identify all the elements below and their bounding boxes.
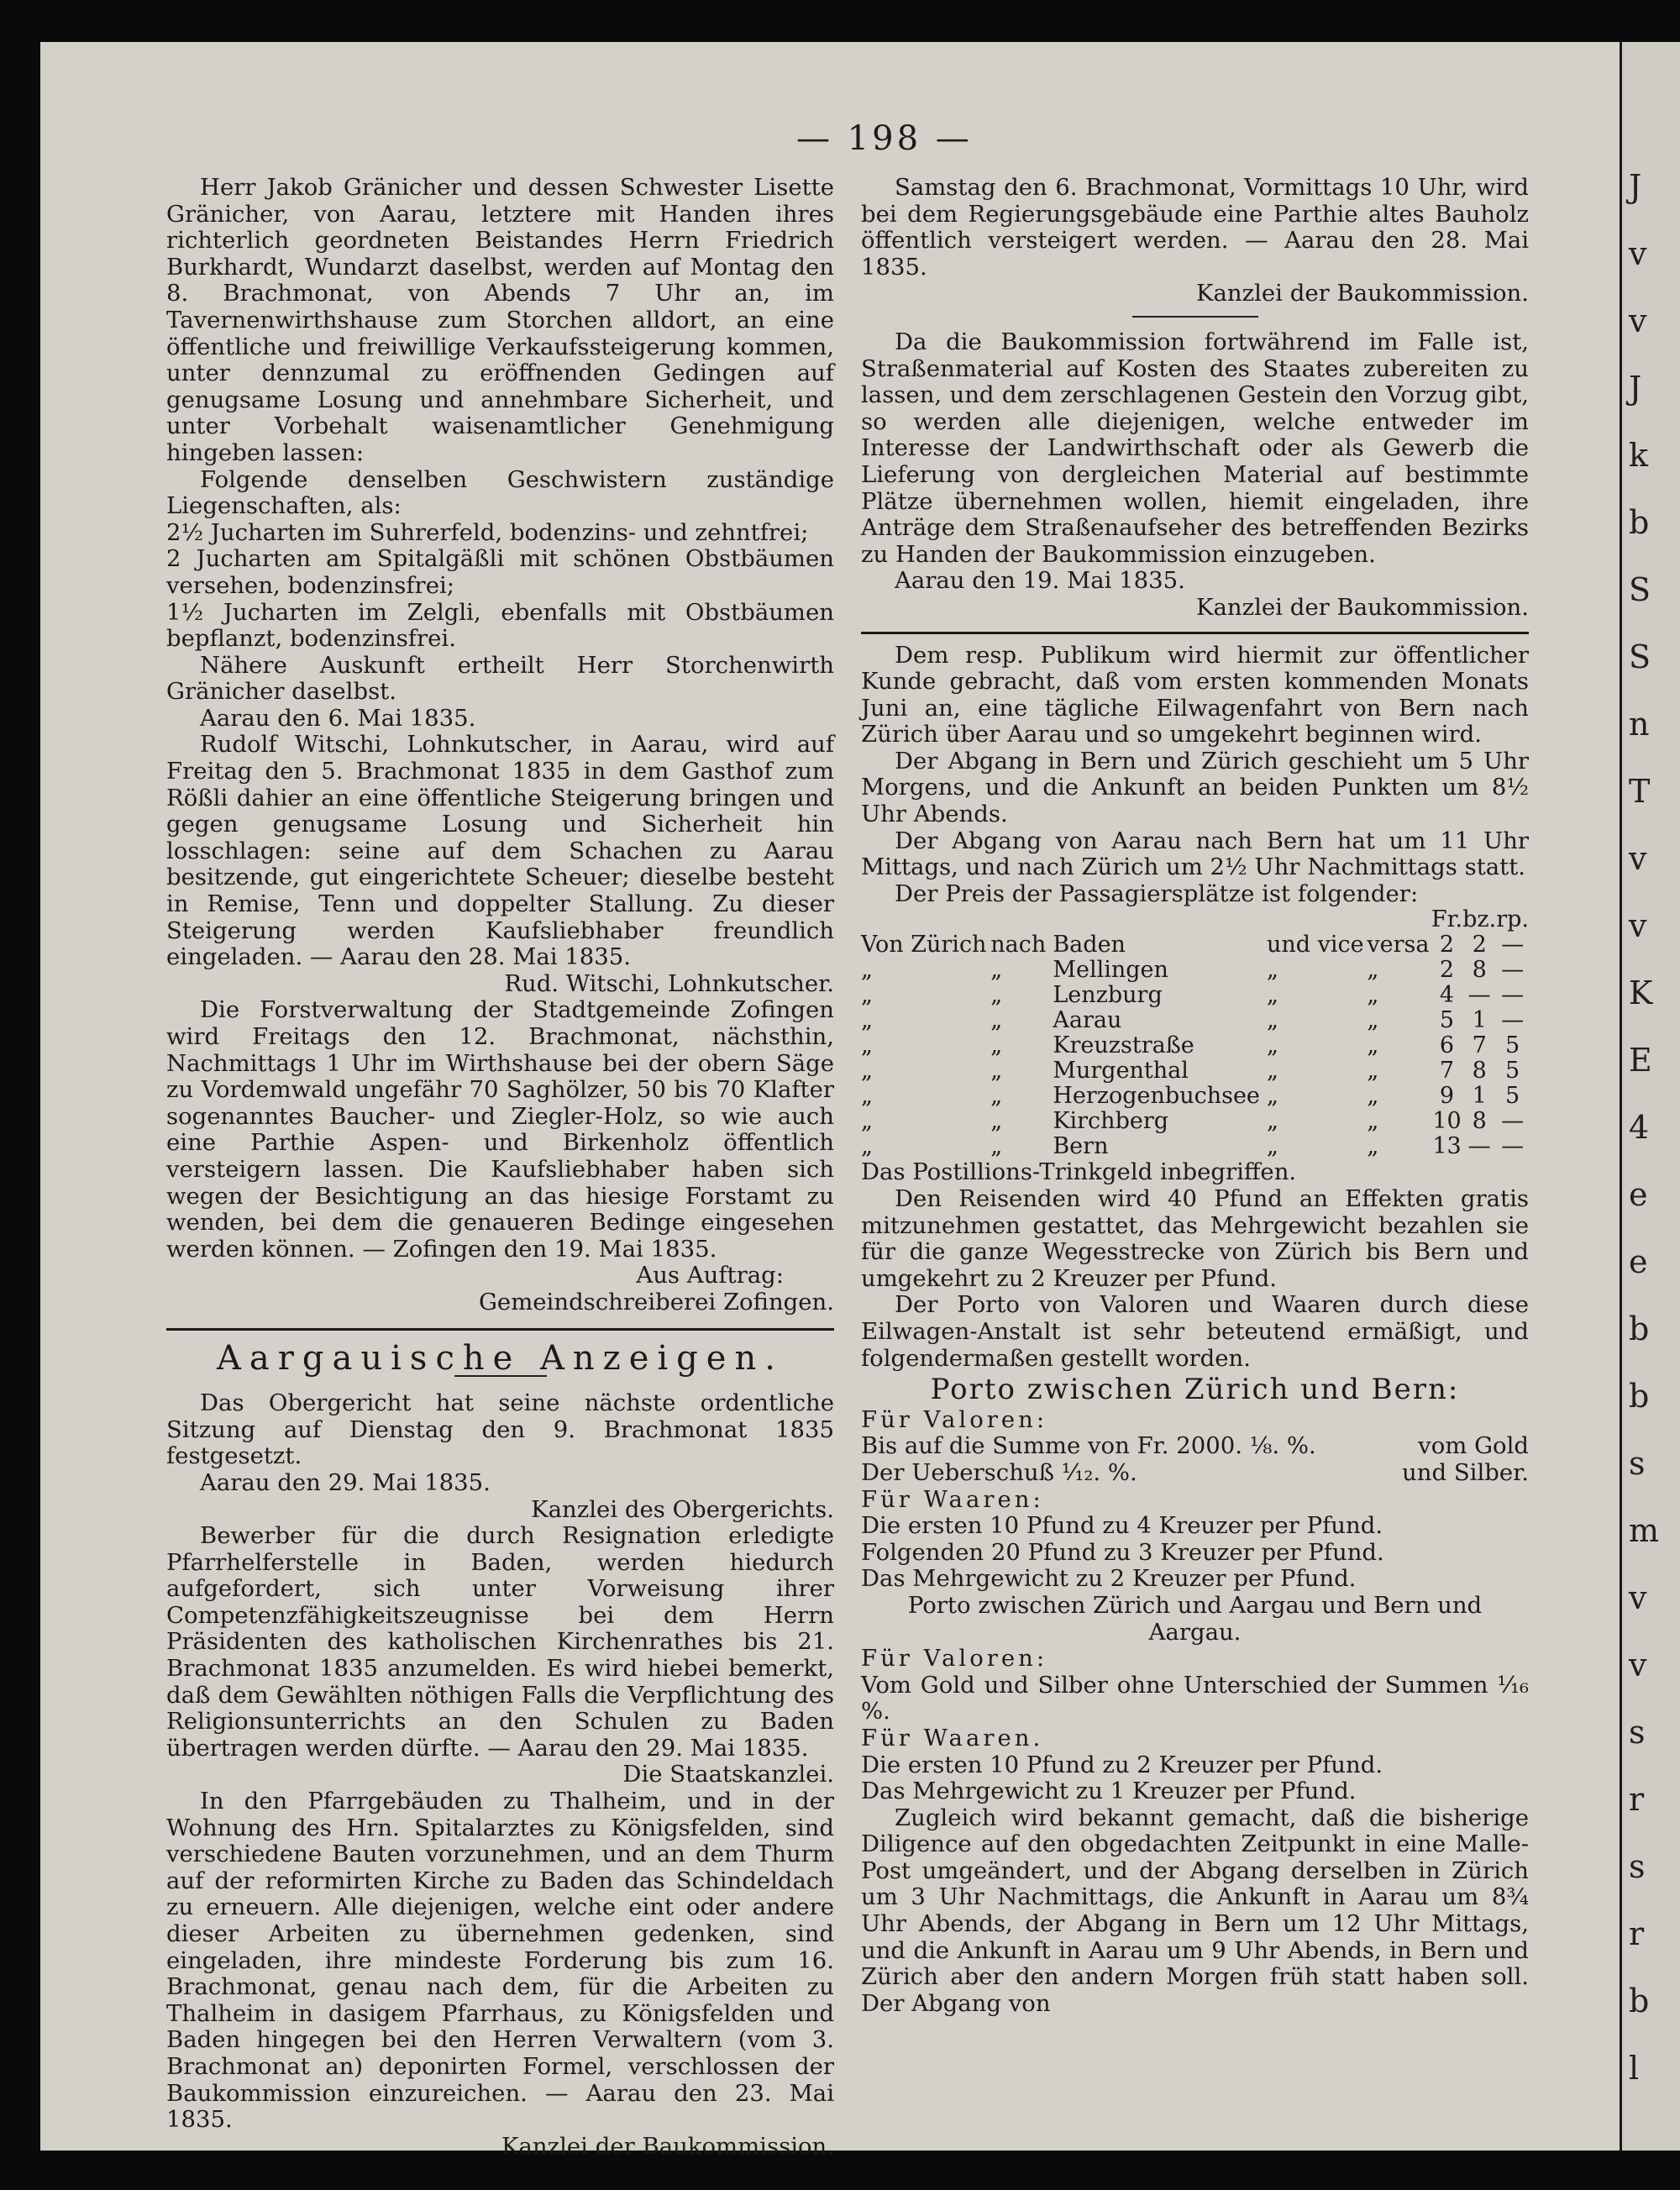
fare-cell: 1 [1472, 1083, 1487, 1110]
fare-cell: Bern [1053, 1133, 1109, 1160]
fare-cell: „ [861, 1108, 873, 1135]
notice-signature: Kanzlei des Obergerichts. [531, 1495, 834, 1523]
porto-line: Das Mehrgewicht zu 1 Kreuzer per Pfund. [861, 1778, 1357, 1805]
porto-heading: Porto zwischen Zürich und Bern: [930, 1373, 1460, 1407]
margin-fragment: E [1629, 1042, 1652, 1079]
porto-subheading: Für Valoren: [861, 1405, 1048, 1433]
fare-table-row [861, 1008, 1529, 1033]
fare-cell: „ [861, 982, 873, 1009]
adjacent-page-edge [1620, 42, 1680, 2151]
fare-cell: „ [1267, 1083, 1278, 1110]
fare-cell: — [1501, 957, 1525, 984]
notice-abgang: Der Abgang in Bern und Zürich geschieht um 5 Uhr Morgens, und die Ankunft an beiden Punkten um 8½ Uhr Abends. [861, 747, 1529, 828]
notice-pfarrhelfer: Bewerber für die durch Resignation erledigte Pfarrhelferstelle in Baden, werden hiedurch aufgefordert, sich unter Vorweisung ihrer Competenzfähigkeitszeugnisse bei dem Herrn Präsidenten des katholischen Kirchenrathes bis 21. Brachmonat 1835 anzumelden. Es wird hiebei bemerkt, daß dem Gewählten nöthigen Falls die Verpflichtung des Religionsunterrichts an den Schulen zu Baden übertragen werden dürfte. — Aarau den 29. Mai 1835. [166, 1522, 834, 1762]
fare-header-cell: rp. [1496, 906, 1529, 933]
fare-cell: „ [861, 1032, 873, 1059]
fare-header-cell: Fr. [1431, 906, 1463, 933]
fare-cell: „ [1267, 957, 1278, 984]
notice-obergericht: Das Obergericht hat seine nächste ordentliche Sitzung auf Dienstag den 9. Brachmonat 1835 festgesetzt. [166, 1389, 834, 1470]
fare-table-row [861, 1109, 1529, 1134]
section-divider [166, 1328, 834, 1331]
fare-cell: „ [1367, 1083, 1379, 1110]
fare-cell: 9 [1439, 1083, 1455, 1110]
fare-cell: „ [1367, 1007, 1379, 1034]
porto-row [861, 1433, 1529, 1460]
notice-info: Nähere Auskunft ertheilt Herr Storchenwirth Gränicher daselbst. [166, 651, 834, 706]
fare-cell: „ [861, 1007, 873, 1034]
fare-cell: 8 [1472, 957, 1487, 984]
notice-signature: Kanzlei der Baukommission. [501, 2132, 834, 2160]
fare-header-cell [1047, 907, 1267, 932]
fare-cell: Kirchberg [1053, 1108, 1169, 1135]
porto-row [861, 1460, 1529, 1487]
fare-cell: — [1467, 982, 1491, 1009]
porto-subheading: Für Waaren: [861, 1485, 1044, 1513]
margin-fragment: b [1629, 504, 1650, 541]
fare-cell: Baden [1053, 932, 1126, 958]
notice-effekten: Den Reisenden wird 40 Pfund an Effekten gratis mitzunehmen gestattet, das Mehrgewicht bezahlen sie für die ganze Wegesstrecke von Zürich bis Bern und umgekehrt zu 2 Kreuzer per Pfund. [861, 1185, 1529, 1292]
margin-fragment: s [1629, 1445, 1646, 1482]
fare-cell: und vice [1267, 932, 1364, 958]
margin-fragment: b [1629, 1378, 1650, 1415]
porto-line: Das Mehrgewicht zu 2 Kreuzer per Pfund. [861, 1565, 1357, 1593]
fare-cell: „ [1367, 1032, 1379, 1059]
porto-subheading: Für Waaren. [861, 1724, 1044, 1751]
notice-properties-intro: Folgende denselben Geschwistern zuständige Liegenschaften, als: [166, 465, 834, 520]
fare-cell: — [1501, 932, 1525, 958]
notice-separator [1132, 316, 1258, 318]
notice-bauholz: Samstag den 6. Brachmonat, Vormittags 10 Uhr, wird bei dem Regierungsgebäude eine Parthie altes Bauholz öffentlich versteigert werden. — Aarau den 28. Mai 1835. [861, 174, 1529, 281]
notice-signature: Die Staatskanzlei. [622, 1761, 834, 1788]
fare-cell: „ [1267, 982, 1278, 1009]
fare-header-cell [990, 907, 1047, 932]
fare-cell: „ [1267, 1133, 1278, 1160]
fare-cell: — [1467, 1133, 1491, 1160]
margin-fragment: b [1629, 1310, 1650, 1347]
section-divider [861, 632, 1529, 634]
porto-heading-2: Porto zwischen Zürich und Aargau und Bern und Aargau. [907, 1591, 1483, 1646]
margin-fragment: b [1629, 1983, 1650, 2019]
fare-cell: „ [1267, 1032, 1278, 1059]
fare-cell: Mellingen [1053, 957, 1168, 984]
fare-cell: — [1501, 1133, 1525, 1160]
property-item: 2½ Jucharten im Suhrerfeld, bodenzins- und zehntfrei; [166, 518, 809, 546]
margin-fragment: e [1629, 1176, 1648, 1213]
fare-table-row [861, 1134, 1529, 1159]
fare-cell: Murgenthal [1053, 1058, 1189, 1084]
porto-line: Der Ueberschuß ¹⁄₁₂. %. [861, 1458, 1137, 1486]
fare-cell: Von Zürich [861, 932, 987, 958]
fare-cell: „ [990, 1133, 1003, 1160]
section-heading: Aargauische Anzeigen. [217, 1338, 784, 1378]
notice-signature: Kanzlei der Baukommission. [1195, 280, 1529, 307]
fare-cell: 2 [1439, 957, 1455, 984]
notice-date: Aarau den 6. Mai 1835. [200, 704, 476, 732]
fare-cell: „ [1367, 1108, 1379, 1135]
margin-fragment: n [1629, 706, 1650, 743]
notice-date: Aarau den 19. Mai 1835. [895, 567, 1185, 595]
fare-table-row [861, 983, 1529, 1008]
margin-fragment: v [1629, 1579, 1647, 1616]
fare-cell: „ [1267, 1108, 1278, 1135]
fare-cell: „ [1267, 1058, 1278, 1084]
notice-forstverwaltung: Die Forstverwaltung der Stadtgemeinde Zofingen wird Freitags den 12. Brachmonat, nächsthin, Nachmittags 1 Uhr im Wirthshause bei der obern Säge zu Vordemwald ungefähr 70 Saghölzer, 50 bis 70 Klafter sogenanntes Baucher- und Ziegler-Holz, so wie auch eine Parthie Aspen- und Birkenholz öffentlich versteigern lassen. Die Kaufsliebhaber haben sich wegen der Besichtigung an das hiesige Forstamt zu wenden, bei dem die genaueren Bedinge eingesehen werden können. — Zofingen den 19. Mai 1835. [166, 996, 834, 1263]
fare-cell: „ [861, 1058, 873, 1084]
fare-table-row [861, 1084, 1529, 1109]
notice-signature: Aus Auftrag: [636, 1262, 784, 1289]
margin-fragment: v [1629, 907, 1647, 944]
fare-cell: — [1501, 1108, 1525, 1135]
fare-cell: — [1501, 1007, 1525, 1034]
fare-cell: „ [1367, 957, 1379, 984]
fare-cell: 8 [1472, 1058, 1487, 1084]
left-column [166, 175, 834, 2160]
fare-header-cell [1267, 907, 1367, 932]
margin-fragment: k [1629, 437, 1649, 474]
fare-cell: — [1501, 982, 1525, 1009]
porto-line: Die ersten 10 Pfund zu 2 Kreuzer per Pfund. [861, 1751, 1383, 1778]
property-item: 2 Jucharten am Spitalgäßli mit schönen Obstbäumen versehen, bodenzinsfrei; [166, 545, 834, 599]
fare-header-cell [1367, 907, 1431, 932]
property-item: 1½ Jucharten im Zelgli, ebenfalls mit Obstbäumen bepflanzt, bodenzinsfrei. [166, 598, 834, 653]
fare-cell: „ [990, 982, 1003, 1009]
notice-date: Aarau den 29. Mai 1835. [200, 1468, 491, 1496]
fare-cell: Herzogenbuchsee [1053, 1083, 1260, 1110]
fare-cell: 5 [1505, 1083, 1520, 1110]
fare-cell: 2 [1472, 932, 1487, 958]
margin-fragment: l [1629, 2050, 1640, 2087]
fare-cell: „ [990, 1058, 1003, 1084]
margin-fragment: S [1629, 571, 1651, 608]
margin-fragment: s [1629, 1714, 1646, 1751]
fare-cell: versa [1367, 932, 1430, 958]
fare-cell: 5 [1505, 1032, 1520, 1059]
notice-witschi: Rudolf Witschi, Lohnkutscher, in Aarau, wird auf Freitag den 5. Brachmonat 1835 in dem Gasthof zum Rößli dahier an eine öffentliche Steigerung bringen und gegen genugsame Losung und Sicherheit hin losschlagen: seine auf dem Schachen zu Aarau besitzende, gut eingerichtete Scheuer; dieselbe besteht in Remise, Tenn und doppelter Stallung. Zu dieser Steigerung werden Kaufsliebhaber freundlich eingeladen. — Aarau den 28. Mai 1835. [166, 731, 834, 971]
porto-line: Vom Gold und Silber ohne Unterschied der Summen ¹⁄₁₆ %. [861, 1671, 1529, 1725]
notice-abgang-aarau: Der Abgang von Aarau nach Bern hat um 11 Uhr Mittags, und nach Zürich um 2½ Uhr Nachmittags statt. [861, 827, 1529, 881]
margin-fragment: v [1629, 840, 1647, 877]
fare-cell: nach [990, 932, 1047, 958]
fare-table-row [861, 1033, 1529, 1058]
notice-preis: Der Preis der Passagiersplätze ist folgender: [895, 880, 1419, 907]
fare-table-row [861, 1058, 1529, 1084]
notice-signature: Rud. Witschi, Lohnkutscher. [504, 969, 834, 997]
fare-cell: 2 [1439, 932, 1455, 958]
fare-cell: 4 [1439, 982, 1455, 1009]
margin-fragment: T [1629, 773, 1651, 810]
notice-strassenmaterial: Da die Baukommission fortwährend im Falle ist, Straßenmaterial auf Kosten des Staates zubereiten zu lassen, und dem zerschlagenen Gestein den Vorzug gibt, so werden alle diejenigen, welche entweder im Interesse der Landwirthschaft oder als Gewerb die Lieferung von dergleichen Material auf bestimmte Plätze übernehmen wollen, hiemit eingeladen, ihre Anträge dem Straßenaufseher des betreffenden Bezirks zu Handen der Baukommission einzugeben. [861, 328, 1529, 568]
fare-cell: „ [990, 957, 1003, 984]
notice-signature: Kanzlei der Baukommission. [1195, 593, 1529, 621]
fare-cell: „ [861, 957, 873, 984]
fare-table-header [861, 907, 1529, 932]
margin-fragment: S [1629, 638, 1651, 675]
margin-fragment: 4 [1629, 1109, 1650, 1146]
fare-cell: Aarau [1053, 1007, 1122, 1034]
fare-cell: 8 [1472, 1108, 1487, 1135]
margin-fragment: v [1629, 235, 1647, 272]
fare-header-cell [861, 907, 990, 932]
notice-porto-intro: Der Porto von Valoren und Waaren durch diese Eilwagen-Anstalt ist sehr beteutend ermäßigt, und folgendermaßen gestellt worden. [861, 1291, 1529, 1372]
fare-table-row [861, 932, 1529, 958]
fare-cell: „ [861, 1083, 873, 1110]
fare-cell: 7 [1439, 1058, 1455, 1084]
notice-eilwagen: Dem resp. Publikum wird hiermit zur öffentlicher Kunde gebracht, daß vom ersten kommenden Monats Juni an, eine tägliche Eilwagenfahrt von Bern nach Zürich über Aarau und so umgekehrt beginnen wird. [861, 641, 1529, 748]
fare-cell: 13 [1432, 1133, 1462, 1160]
fare-cell: „ [990, 1007, 1003, 1034]
margin-fragment: r [1629, 1915, 1645, 1952]
margin-fragment: J [1629, 168, 1642, 205]
fare-cell: „ [1267, 1007, 1278, 1034]
margin-fragment: r [1629, 1781, 1645, 1818]
margin-fragment: e [1629, 1243, 1648, 1280]
notice-malle-post: Zugleich wird bekannt gemacht, daß die bisherige Diligence auf den obgedachten Zeitpunkt in eine Malle-Post umgeändert, und der Abgang derselben in Zürich um 3 Uhr Nachmittags, die Ankunft in Aarau um 8¾ Uhr Abends, der Abgang in Bern um 12 Uhr Mittags, und die Ankunft in Aarau um 9 Uhr Abends, in Bern und Zürich aber den andern Morgen früh statt haben soll. Der Abgang von [861, 1804, 1529, 2017]
margin-fragment: K [1629, 974, 1653, 1011]
fare-cell: „ [990, 1083, 1003, 1110]
page-number: — 198 — [796, 119, 973, 158]
fare-cell: 10 [1432, 1108, 1462, 1135]
right-column [861, 175, 1529, 2017]
fare-cell: „ [1367, 982, 1379, 1009]
notice-graenicher-auction: Herr Jakob Gränicher und dessen Schwester Lisette Gränicher, von Aarau, letztere mit Handen ihres richterlich geordneten Beistandes Herrn Friedrich Burkhardt, Wundarzt daselbst, werden auf Montag den 8. Brachmonat, von Abends 7 Uhr an, im Tavernenwirthshause zum Storchen alldort, an eine öffentliche und freiwillige Verkaufssteigerung kommen, unter dennzumal zu eröffnenden Gedingen auf genugsame Losung und annehmbare Sicherheit, und unter Vorbehalt waisenamtlicher Genehmigung hingeben lassen: [166, 174, 834, 466]
margin-fragment: m [1629, 1512, 1660, 1549]
porto-line: Die ersten 10 Pfund zu 4 Kreuzer per Pfund. [861, 1512, 1383, 1540]
fare-table-row [861, 958, 1529, 983]
fare-cell: 6 [1439, 1032, 1455, 1059]
fare-cell: 7 [1472, 1032, 1487, 1059]
porto-line: Bis auf die Summe von Fr. 2000. ⅛. %. [861, 1432, 1316, 1460]
porto-brace-label: vom Gold [1418, 1432, 1529, 1460]
notice-trinkgeld: Das Postillions-Trinkgeld inbegriffen. [861, 1158, 1297, 1186]
margin-fragment: v [1629, 302, 1647, 339]
fare-cell: „ [990, 1032, 1003, 1059]
fare-cell: „ [1367, 1058, 1379, 1084]
fare-cell: 5 [1505, 1058, 1520, 1084]
fare-cell: 5 [1439, 1007, 1455, 1034]
fare-cell: Lenzburg [1053, 982, 1163, 1009]
margin-fragment: J [1629, 370, 1642, 407]
fare-cell: Kreuzstraße [1053, 1032, 1194, 1059]
porto-line: Folgenden 20 Pfund zu 3 Kreuzer per Pfund. [861, 1538, 1384, 1566]
margin-fragment: v [1629, 1646, 1647, 1683]
fare-header-cell: bz. [1462, 906, 1497, 933]
fare-table [861, 907, 1529, 1159]
fare-cell: „ [990, 1108, 1003, 1135]
fare-cell: „ [1367, 1133, 1379, 1160]
porto-brace-label: und Silber. [1402, 1458, 1529, 1486]
notice-signature: Gemeindschreiberei Zofingen. [478, 1288, 834, 1316]
porto-subheading: Für Valoren: [861, 1645, 1048, 1673]
fare-cell: 1 [1472, 1007, 1487, 1034]
margin-fragment: s [1629, 1848, 1646, 1885]
notice-bauten: In den Pfarrgebäuden zu Thalheim, und in der Wohnung des Hrn. Spitalarztes zu Königsfelden, sind verschiedene Bauten vorzunehmen, und an dem Thurm auf der reformirten Kirche zu Baden das Schindeldach zu erneuern. Alle diejenigen, welche eint oder andere dieser Arbeiten zu übernehmen gedenken, sind eingeladen, ihre mindeste Forderung bis zum 16. Brachmonat, genau nach dem, für die Arbeiten zu Thalheim in dasigem Pfarrhaus, zu Königsfelden und Baden hingegen bei den Herren Verwaltern (vom 3. Brachmonat an) deponirten Formel, verschlossen der Baukommission einzureichen. — Aarau den 23. Mai 1835. [166, 1788, 834, 2134]
fare-cell: „ [861, 1133, 873, 1160]
